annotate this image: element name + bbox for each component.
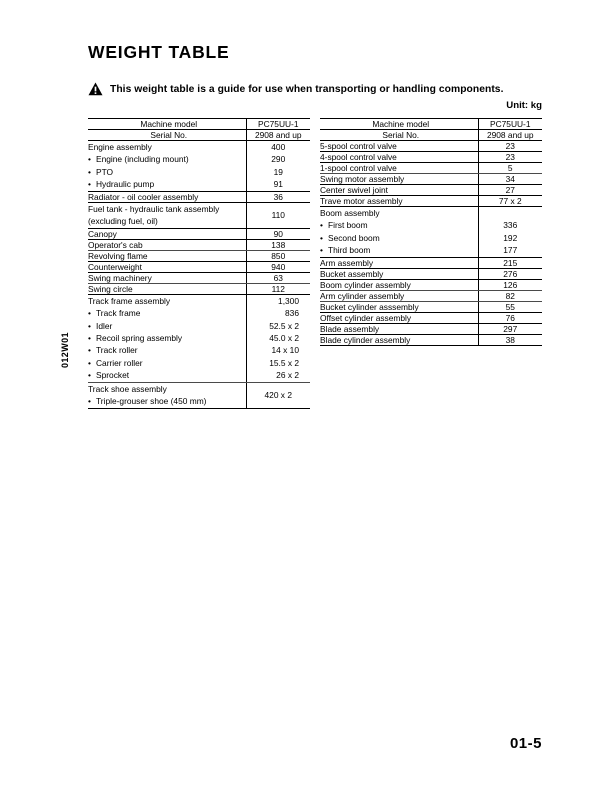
group-value: 19 [273,166,283,177]
serial-no-label: Serial No. [320,130,478,141]
row-label-group [320,207,478,258]
row-label-line1: Fuel tank - hydraulic tank assembly [88,203,220,214]
table-row [88,202,310,228]
group-value-spacer [479,207,543,219]
table-row [88,272,310,283]
group-title: Track shoe assembly [88,383,167,394]
row-value-group [246,141,310,192]
group-sub-item: • First boom [320,219,478,231]
group-sub-item: • PTO [88,166,246,178]
group-value-list [247,295,311,382]
row-label: Counterweight [88,261,246,272]
row-value: 276 [478,268,542,279]
serial-no-value: 2908 and up [478,130,542,141]
row-label: 4-spool control valve [320,152,478,163]
group-value: 836 [285,308,299,319]
row-label: Bucket cylinder asssembly [320,301,478,312]
table-row [320,174,542,185]
row-value: 940 [246,261,310,272]
table-row [320,290,542,301]
table-row [320,312,542,323]
row-label-group [88,294,246,382]
group-label-list [320,207,478,257]
table-row [88,228,310,239]
row-value: 112 [246,283,310,294]
group-value: 336 [503,220,518,231]
row-value: 90 [246,228,310,239]
weight-table-right [320,118,542,346]
warning-note-text: This weight table is a guide for use when transporting or handling components. [110,83,504,95]
row-label: 5-spool control valve [320,141,478,152]
group-sub-item: • Second boom [320,232,478,244]
table-row [320,301,542,312]
group-sub-item: • Hydraulic pump [88,178,246,190]
table-row [88,239,310,250]
warning-triangle-icon [88,82,103,96]
page-title: WEIGHT TABLE [88,42,230,62]
row-label: Bucket assembly [320,268,478,279]
table-row [88,191,310,202]
row-value: 27 [478,185,542,196]
group-title: Track frame assembly [88,295,171,306]
row-value: 126 [478,279,542,290]
serial-no-label: Serial No. [88,130,246,141]
row-label: Center swivel joint [320,185,478,196]
row-value: 420 x 2 [246,382,310,408]
group-sub-item: • Engine (including mount) [88,153,246,165]
row-label: Boom cylinder assembly [320,279,478,290]
row-value: 23 [478,141,542,152]
group-value: 14 x 10 [271,345,299,356]
row-value: 5 [478,163,542,174]
table-row [320,196,542,207]
table-row-serial-no [320,130,542,141]
row-label: Swing machinery [88,272,246,283]
group-value-list [247,141,311,191]
row-label: Swing motor assembly [320,174,478,185]
row-value: 36 [246,191,310,202]
group-value: 15.5 x 2 [269,357,299,368]
row-label: Trave motor assembly [320,196,478,207]
side-reference-code: 012W01 [60,332,70,368]
row-value: 215 [478,257,542,268]
group-sub-item: • Recoil spring assembly [88,332,246,344]
row-value: 850 [246,250,310,261]
group-value-list [479,207,543,257]
weight-table-left [88,118,310,409]
page-number: 01-5 [509,735,542,752]
row-value: 23 [478,152,542,163]
group-value: 26 x 2 [276,370,299,381]
table-row [88,141,310,192]
group-value: 91 [273,179,283,190]
group-sub-item: • Third boom [320,244,478,256]
row-label-line2: (excluding fuel, oil) [88,216,158,227]
table-row [320,207,542,258]
table-row [320,141,542,152]
table-row [88,261,310,272]
row-value: 297 [478,323,542,334]
group-sub-item: • Sprocket [88,369,246,381]
row-value-group [246,294,310,382]
row-value: 55 [478,301,542,312]
row-value: 82 [478,290,542,301]
group-value: 1,300 [278,295,299,306]
group-value: 177 [503,245,518,256]
table-row [88,283,310,294]
table-row [320,257,542,268]
table-row [320,323,542,334]
row-label-group [88,141,246,192]
row-label: Operator's cab [88,239,246,250]
row-label: 1-spool control valve [320,163,478,174]
machine-model-label: Machine model [320,119,478,130]
group-label-list [88,383,246,408]
unit-label: Unit: kg [506,100,542,111]
row-label-group [88,202,246,228]
group-label-list [88,203,246,228]
table-row [88,250,310,261]
machine-model-value: PC75UU-1 [246,119,310,130]
table-row [320,152,542,163]
group-title: Engine assembly [88,142,152,152]
row-label: Blade assembly [320,323,478,334]
machine-model-label: Machine model [88,119,246,130]
group-label-list [88,141,246,191]
group-title: Boom assembly [320,208,380,218]
row-label: Swing circle [88,283,246,294]
group-value: 400 [271,142,286,152]
table-row [88,294,310,382]
group-sub-item: • Carrier roller [88,357,246,369]
group-label-list [88,295,246,382]
table-row [320,268,542,279]
row-label: Blade cylinder assembly [320,334,478,345]
row-value: 38 [478,334,542,345]
table-row [320,185,542,196]
row-label: Revolving flame [88,250,246,261]
group-value: 290 [271,154,286,165]
row-value: 138 [246,239,310,250]
table-row [320,279,542,290]
table-row-serial-no [88,130,310,141]
group-sub-item: • Idler [88,320,246,332]
row-label: Radiator - oil cooler assembly [88,191,246,202]
row-label: Arm cylinder assembly [320,290,478,301]
row-label: Arm assembly [320,257,478,268]
table-row-machine-model [320,119,542,130]
group-sub-item: • Triple-grouser shoe (450 mm) [88,395,246,407]
table-row [88,382,310,408]
table-row [320,334,542,345]
row-label: Canopy [88,228,246,239]
group-value: 52.5 x 2 [269,320,299,331]
row-value: 63 [246,272,310,283]
warning-note [88,82,504,96]
row-value: 77 x 2 [478,196,542,207]
table-row [320,163,542,174]
row-label-group [88,382,246,408]
row-value: 110 [246,202,310,228]
row-label: Offset cylinder assembly [320,312,478,323]
serial-no-value: 2908 and up [246,130,310,141]
group-sub-item: • Track frame [88,307,246,319]
group-value: 192 [503,232,518,243]
row-value: 76 [478,312,542,323]
group-sub-item: • Track roller [88,344,246,356]
machine-model-value: PC75UU-1 [478,119,542,130]
row-value: 34 [478,174,542,185]
group-value: 45.0 x 2 [269,332,299,343]
row-value-group [478,207,542,258]
table-row-machine-model [88,119,310,130]
